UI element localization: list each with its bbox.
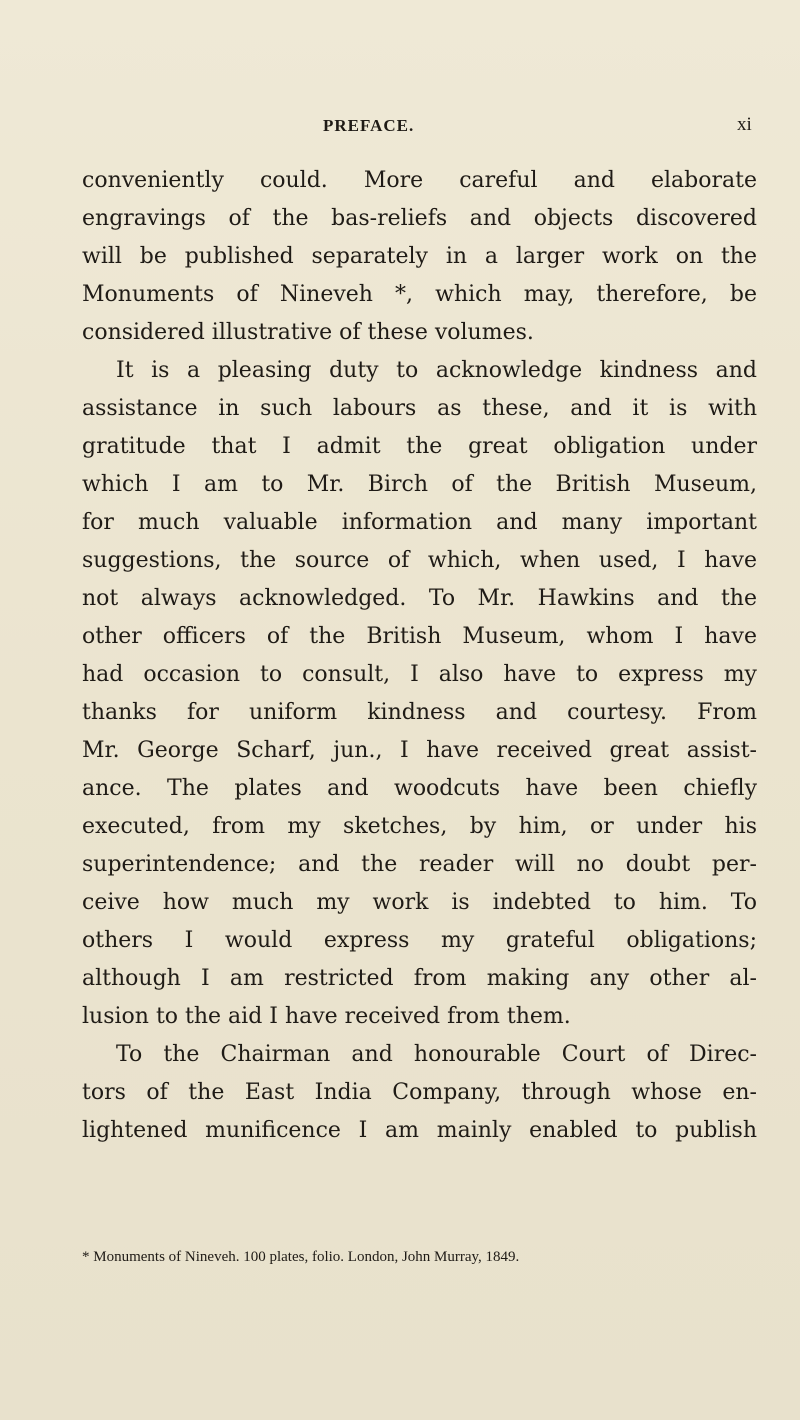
text-line: lusion to the aid I have received from them. <box>82 1004 571 1029</box>
text-line: not always acknowledged. To Mr. Hawkins and the <box>82 586 757 611</box>
text-line: It is a pleasing duty to acknowledge kindness and <box>116 358 757 383</box>
text-line: lightened munificence I am mainly enabled to publish <box>82 1118 757 1143</box>
running-head <box>0 108 800 144</box>
text-line: although I am restricted from making any other al- <box>82 966 757 991</box>
page-number: xi <box>737 114 752 135</box>
text-line: others I would express my grateful obligations; <box>82 928 757 953</box>
text-line: suggestions, the source of which, when used, I have <box>82 548 757 573</box>
text-line: engravings of the bas-reliefs and objects discovered <box>82 206 757 231</box>
text-line: ance. The plates and woodcuts have been chiefly <box>82 776 757 801</box>
text-line: for much valuable information and many important <box>82 510 757 535</box>
text-line: had occasion to consult, I also have to express my <box>82 662 757 687</box>
text-line: Mr. George Scharf, jun., I have received great assist- <box>82 738 757 763</box>
running-title: PREFACE. <box>323 116 415 135</box>
text-line: thanks for uniform kindness and courtesy. From <box>82 700 757 725</box>
body-text <box>82 160 757 1160</box>
text-line: ceive how much my work is indebted to him. To <box>82 890 757 915</box>
text-line: other officers of the British Museum, whom I have <box>82 624 757 649</box>
text-line: considered illustrative of these volumes. <box>82 320 534 345</box>
text-line: will be published separately in a larger work on the <box>82 244 757 269</box>
text-line: executed, from my sketches, by him, or under his <box>82 814 757 839</box>
text-line: gratitude that I admit the great obligation under <box>82 434 757 459</box>
text-line: Monuments of Nineveh *, which may, therefore, be <box>82 282 757 307</box>
footnote: * Monuments of Nineveh. 100 plates, folio. London, John Murray, 1849. <box>82 1249 520 1265</box>
text-line: superintendence; and the reader will no doubt per- <box>82 852 757 877</box>
text-line: tors of the East India Company, through whose en- <box>82 1080 757 1105</box>
text-line: which I am to Mr. Birch of the British Museum, <box>82 472 757 497</box>
text-line: conveniently could. More careful and elaborate <box>82 168 757 193</box>
text-line: assistance in such labours as these, and it is with <box>82 396 757 421</box>
text-line: To the Chairman and honourable Court of Direc- <box>116 1042 757 1067</box>
